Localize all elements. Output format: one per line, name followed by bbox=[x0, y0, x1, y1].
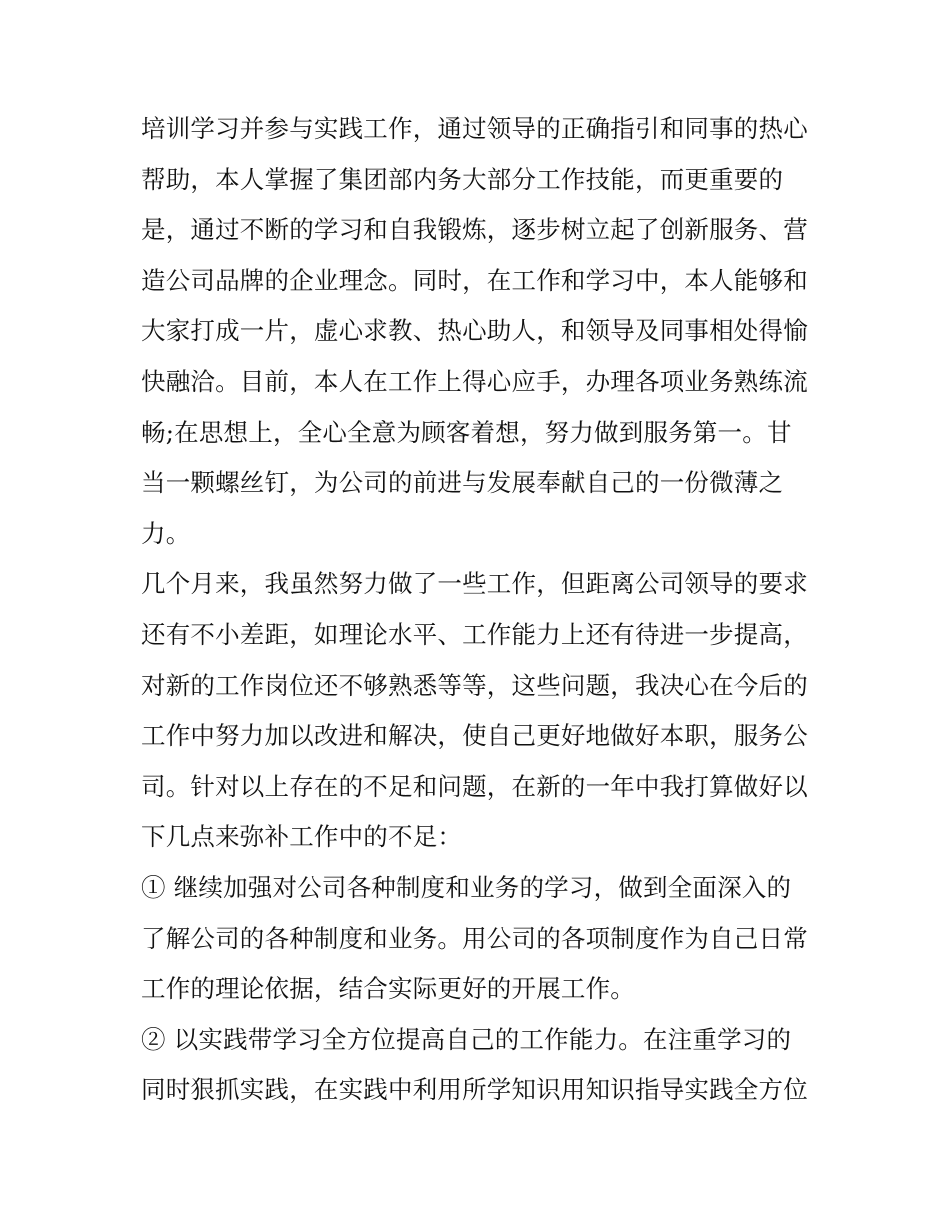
text-line: 司。针对以上存在的不足和问题，在新的一年中我打算做好以 bbox=[141, 771, 808, 801]
text-line: 当一颗螺丝钉，为公司的前进与发展奉献自己的一份微薄之 bbox=[141, 468, 784, 498]
list-item-line: ① 继续加强对公司各种制度和业务的学习，做到全面深入的 bbox=[141, 872, 792, 902]
text-line: 力。 bbox=[141, 518, 191, 548]
text-line: 快融洽。目前，本人在工作上得心应手，办理各项业务熟练流 bbox=[141, 366, 808, 396]
text-line: 大家打成一片，虚心求教、热心助人，和领导及同事相处得愉 bbox=[141, 316, 808, 346]
text-line: 几个月来，我虽然努力做了一些工作，但距离公司领导的要求 bbox=[141, 569, 808, 599]
text-line: 畅;在思想上，全心全意为顾客着想，努力做到服务第一。甘 bbox=[141, 417, 792, 447]
list-item-line: 同时狠抓实践，在实践中利用所学知识用知识指导实践全方位 bbox=[141, 1075, 808, 1105]
text-line: 下几点来弥补工作中的不足： bbox=[141, 822, 463, 852]
text-line: 是，通过不断的学习和自我锻炼，逐步树立起了创新服务、营 bbox=[141, 215, 808, 245]
text-line: 造公司品牌的企业理念。同时，在工作和学习中，本人能够和 bbox=[141, 265, 808, 295]
list-item-line: 了解公司的各种制度和业务。用公司的各项制度作为自己日常 bbox=[141, 923, 808, 953]
text-line: 还有不小差距，如理论水平、工作能力上还有待进一步提高， bbox=[141, 619, 808, 649]
list-item-line: 工作的理论依据，结合实际更好的开展工作。 bbox=[141, 974, 635, 1004]
text-line: 培训学习并参与实践工作，通过领导的正确指引和同事的热心 bbox=[141, 114, 808, 143]
text-line: 对新的工作岗位还不够熟悉等等，这些问题，我决心在今后的 bbox=[141, 670, 808, 700]
document-body bbox=[141, 104, 821, 1116]
text-line: 帮助，本人掌握了集团部内务大部分工作技能，而更重要的 bbox=[141, 164, 784, 194]
list-item-line: ② 以实践带学习全方位提高自己的工作能力。在注重学习的 bbox=[141, 1024, 792, 1054]
text-line: 工作中努力加以改进和解决，使自己更好地做好本职，服务公 bbox=[141, 721, 808, 751]
